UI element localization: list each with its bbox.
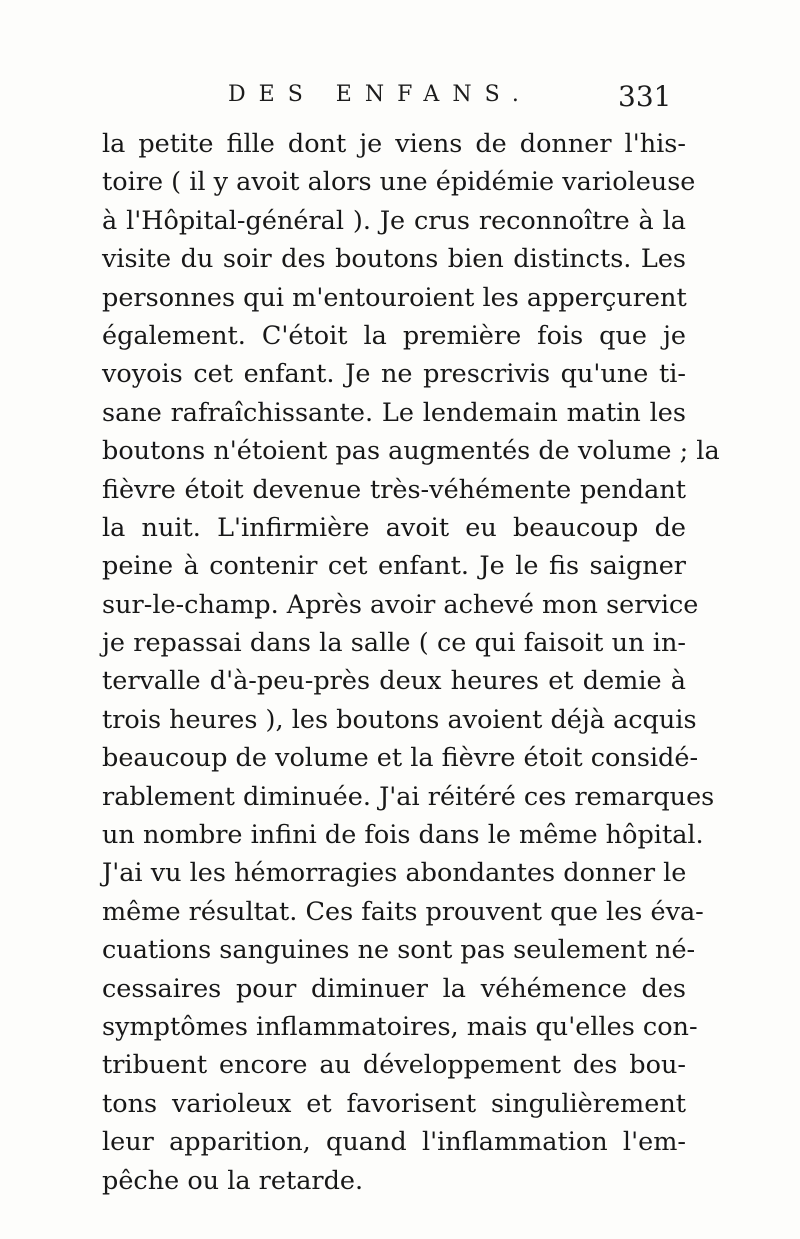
- text-line: fièvre étoit devenue très-véhémente pendant: [102, 474, 686, 505]
- text-line: toire ( il y avoit alors une épidémie varioleuse: [102, 167, 696, 198]
- text-line: à l'Hôpital-général ). Je crus reconnoître à la: [102, 205, 686, 236]
- text-line: voyois cet enfant. Je ne prescrivis qu'une ti-: [102, 359, 686, 390]
- text-line: personnes qui m'entouroient les apperçurent: [102, 282, 687, 313]
- text-line: cessaires pour diminuer la véhémence des: [102, 973, 686, 1004]
- text-line: sur-le-champ. Après avoir achevé mon service: [102, 589, 699, 620]
- text-line: peine à contenir cet enfant. Je le fis saigner: [102, 551, 686, 582]
- text-line: la nuit. L'infirmière avoit eu beaucoup de: [102, 512, 686, 543]
- text-line: tervalle d'à-peu-près deux heures et demie à: [102, 666, 686, 697]
- text-line: cuations sanguines ne sont pas seulement né-: [102, 935, 696, 966]
- text-line: J'ai vu les hémorragies abondantes donner le: [102, 858, 687, 889]
- page-number: 331: [618, 80, 672, 113]
- text-line: beaucoup de volume et la fièvre étoit considé-: [102, 743, 699, 774]
- text-line: sane rafraîchissante. Le lendemain matin les: [102, 397, 686, 428]
- text-line: la petite fille dont je viens de donner l'his-: [102, 129, 686, 159]
- text-line: symptômes inflammatoires, mais qu'elles con-: [102, 1011, 698, 1042]
- text-line: pêche ou la retarde.: [102, 1165, 364, 1196]
- body-text: [102, 125, 720, 1200]
- text-line: visite du soir des boutons bien distincts. Les: [102, 244, 686, 275]
- running-head: DES ENFANS.: [228, 82, 532, 107]
- text-line: également. C'étoit la première fois que je: [102, 320, 686, 351]
- text-line: tons varioleux et favorisent singulièrement: [102, 1088, 686, 1119]
- text-line: rablement diminuée. J'ai réitéré ces remarques: [102, 781, 715, 812]
- text-line: je repassai dans la salle ( ce qui faisoit un in-: [102, 628, 686, 659]
- text-line: leur apparition, quand l'inflammation l'em-: [102, 1127, 686, 1158]
- text-line: trois heures ), les boutons avoient déjà acquis: [102, 704, 697, 735]
- text-line: même résultat. Ces faits prouvent que les éva-: [102, 896, 704, 927]
- text-line: un nombre infini de fois dans le même hôpital.: [102, 820, 704, 851]
- text-line: boutons n'étoient pas augmentés de volume ; la: [102, 436, 720, 467]
- text-line: tribuent encore au développement des bou-: [102, 1050, 686, 1081]
